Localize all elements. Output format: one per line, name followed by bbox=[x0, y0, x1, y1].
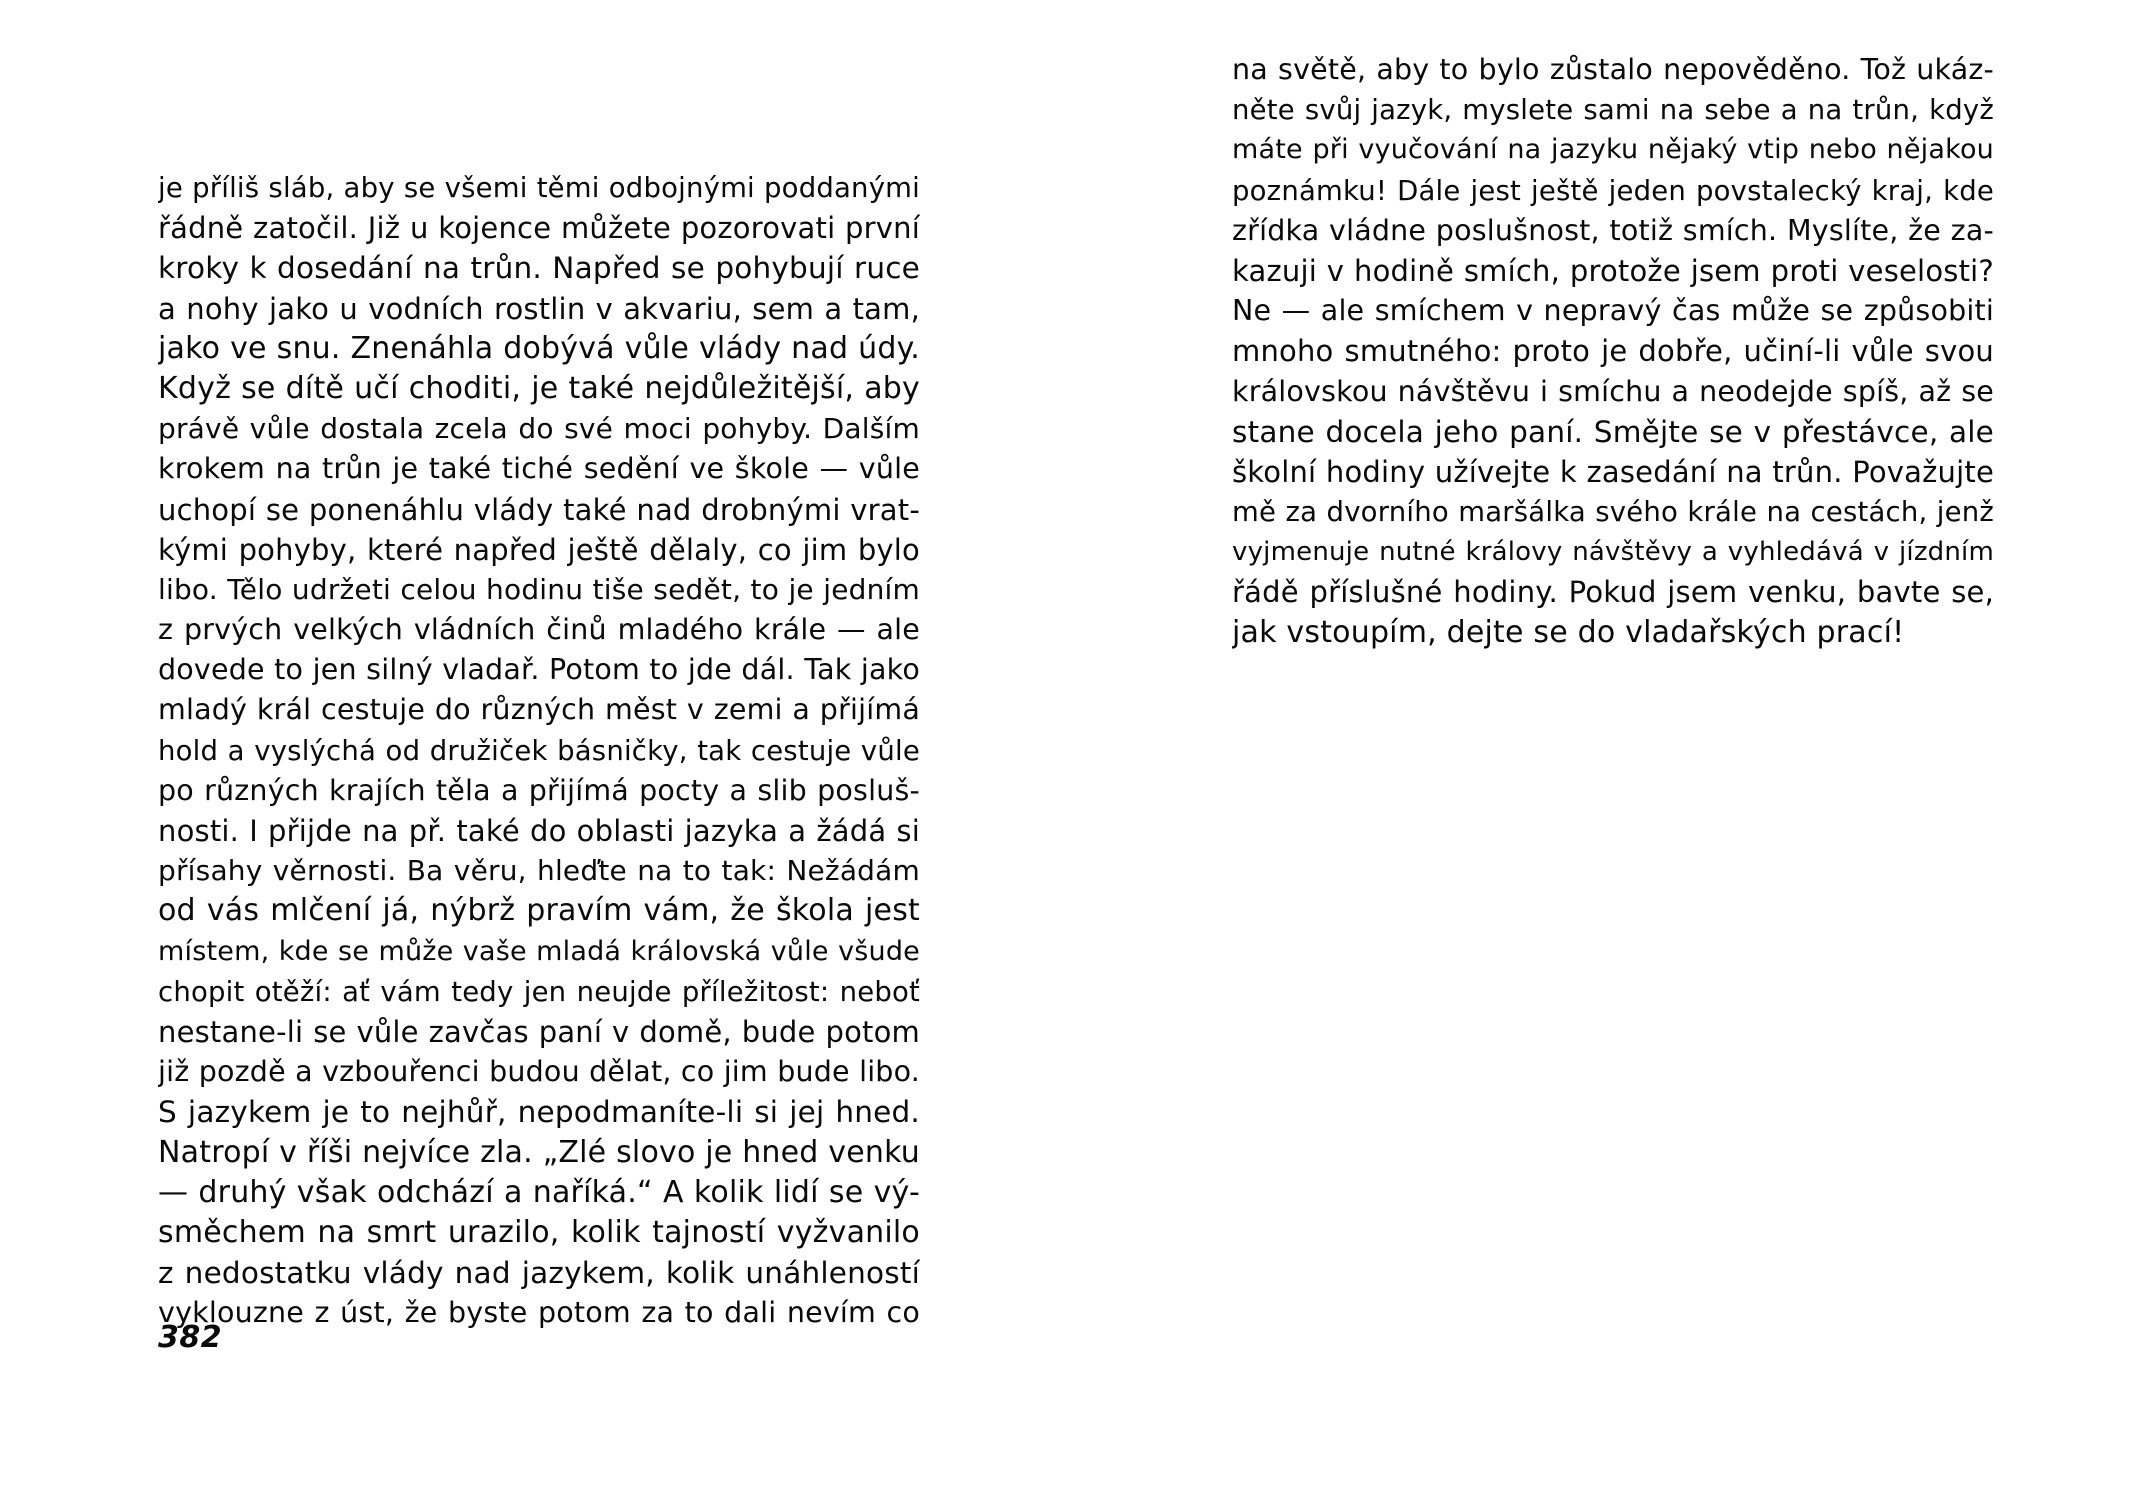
text-line: jak vstoupím, dejte se do vladařských prací! bbox=[1232, 614, 1905, 650]
text-line: již pozdě a vzbouřenci budou dělat, co jim bude libo. bbox=[158, 1055, 920, 1089]
text-line: kroky k dosedání na trůn. Napřed se pohybují ruce bbox=[158, 251, 920, 286]
text-line: z prvých velkých vládních činů mladého krále — ale bbox=[158, 613, 920, 647]
text-line: zřídka vládne poslušnost, totiž smích. Myslíte, že za- bbox=[1232, 213, 1994, 247]
text-line: vyjmenuje nutné královy návštěvy a vyhledává v jízdním bbox=[1232, 537, 1994, 568]
text-line: Ne — ale smíchem v nepravý čas může se způsobiti bbox=[1232, 294, 1994, 328]
text-line: — druhý však odchází a naříká.“ A kolik lidí se vý- bbox=[158, 1174, 920, 1210]
text-line: místem, kde se může vaše mladá královská vůle všude bbox=[158, 935, 920, 967]
text-line: z nedostatku vlády nad jazykem, kolik unáhleností bbox=[158, 1256, 920, 1291]
text-line: kými pohyby, které napřed ještě dělaly, co jim bylo bbox=[158, 532, 920, 567]
text-line: po různých krajích těla a přijímá pocty a slib posluš- bbox=[158, 773, 920, 807]
text-line: nestane-li se vůle zavčas paní v domě, bude potom bbox=[158, 1014, 920, 1049]
text-line: uchopí se ponenáhlu vlády také nad drobnými vrat- bbox=[158, 492, 920, 527]
text-line: a nohy jako u vodních rostlin v akvariu, sem a tam, bbox=[158, 291, 920, 326]
page-number: 382 bbox=[158, 1320, 223, 1355]
text-line: královskou návštěvu i smíchu a neodejde spíš, až se bbox=[1232, 374, 1994, 408]
left-page-text bbox=[158, 168, 920, 1333]
text-line: školní hodiny užívejte k zasedání na trůn. Považujte bbox=[1232, 454, 1994, 489]
text-line: mnoho smutného: proto je dobře, učiní-li vůle svou bbox=[1232, 334, 1994, 369]
text-line: vyklouzne z úst, že byste potom za to dali nevím co bbox=[158, 1296, 920, 1330]
text-line: řádně zatočil. Již u kojence můžete pozorovati první bbox=[158, 211, 920, 246]
text-line: je příliš sláb, aby se všemi těmi odbojnými poddanými bbox=[158, 172, 920, 204]
text-line: na světě, aby to bylo zůstalo nepověděno. Tož ukáz- bbox=[1232, 53, 1994, 86]
text-line: přísahy věrnosti. Ba věru, hleďte na to tak: Nežádám bbox=[158, 854, 920, 888]
text-line: poznámku! Dále jest ještě jeden povstalecký kraj, kde bbox=[1232, 174, 1994, 207]
text-line: krokem na trůn je také tiché sedění ve škole — vůle bbox=[158, 452, 920, 486]
right-page bbox=[1069, 0, 2138, 1500]
text-line: stane docela jeho paní. Smějte se v přestávce, ale bbox=[1232, 414, 1994, 449]
text-line: dovede to jen silný vladař. Potom to jde dál. Tak jako bbox=[158, 653, 920, 687]
text-line: něte svůj jazyk, myslete sami na sebe a na trůn, když bbox=[1232, 94, 1994, 127]
text-line: kazuji v hodině smích, protože jsem proti veselosti? bbox=[1232, 253, 1994, 288]
text-line: máte při vyučování na jazyku nějaký vtip nebo nějakou bbox=[1232, 134, 1994, 166]
text-line: nosti. I přijde na př. také do oblasti jazyka a žádá si bbox=[158, 814, 920, 848]
right-page-text bbox=[1232, 50, 1994, 653]
text-line: S jazykem je to nejhůř, nepodmaníte-li si jej hned. bbox=[158, 1095, 920, 1130]
text-line: řádě příslušné hodiny. Pokud jsem venku, bavte se, bbox=[1232, 575, 1994, 610]
text-line: mě za dvorního maršálka svého krále na cestách, jenž bbox=[1232, 496, 1994, 529]
text-line: libo. Tělo udržeti celou hodinu tiše sedět, to je jedním bbox=[158, 572, 920, 606]
text-line: právě vůle dostala zcela do své moci pohyby. Dalším bbox=[158, 412, 920, 446]
text-line: Když se dítě učí choditi, je také nejdůležitější, aby bbox=[158, 370, 920, 406]
text-line: mladý král cestuje do různých měst v zemi a přijímá bbox=[158, 693, 920, 727]
text-line: jako ve snu. Znenáhla dobývá vůle vlády nad údy. bbox=[158, 330, 920, 366]
text-line: Natropí v říši nejvíce zla. „Zlé slovo je hned venku bbox=[158, 1134, 920, 1170]
text-line: chopit otěží: ať vám tedy jen neujde příležitost: neboť bbox=[158, 975, 920, 1008]
text-line: směchem na smrt urazilo, kolik tajností vyžvanilo bbox=[158, 1214, 920, 1250]
text-line: hold a vyslýchá od družiček básničky, tak cestuje vůle bbox=[158, 734, 920, 767]
text-line: od vás mlčení já, nýbrž pravím vám, že škola jest bbox=[158, 893, 920, 929]
